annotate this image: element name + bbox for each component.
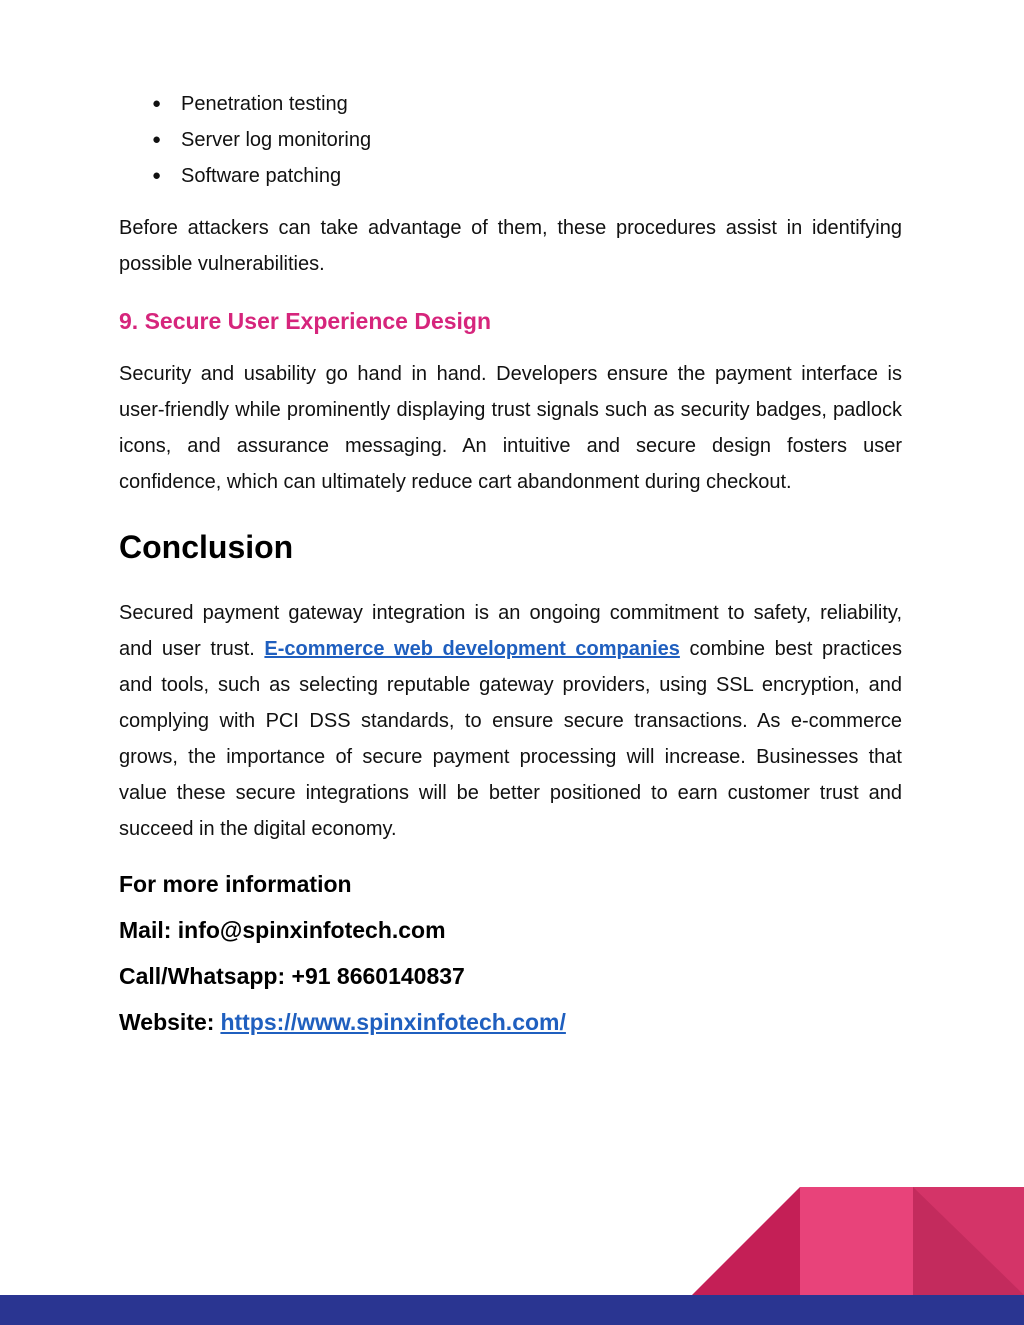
conclusion-paragraph — [119, 595, 902, 847]
footer-decoration — [0, 1185, 1024, 1325]
footer-bar — [0, 1295, 1024, 1325]
section-heading: 9. Secure User Experience Design — [119, 308, 492, 334]
conclusion-text-before-link: Secured payment gateway integration is an ongoing commitment to safety, reliability, and user trust. — [119, 602, 902, 660]
contact-website — [119, 1005, 902, 1039]
contact-heading: For more information — [119, 871, 352, 897]
contact-phone: Call/Whatsapp: +91 8660140837 — [119, 963, 465, 989]
document-body — [119, 86, 902, 1051]
conclusion-text-after-link: combine best practices and tools, such as selecting reputable gateway providers, using SSL encryption, and complying with PCI DSS standards, to ensure secure transactions. As e-commerce grows, the importance of secure payment processing will increase. Businesses that value these secure integrations will be better positioned to earn customer trust and succeed in the digital economy. — [119, 638, 902, 840]
conclusion-heading: Conclusion — [119, 529, 294, 565]
footer-block-pink — [800, 1187, 913, 1295]
bullet-item: ● Server log monitoring — [119, 122, 902, 158]
secure-ux-paragraph: Security and usability go hand in hand. Developers ensure the payment interface is user-friendly while prominently displaying trust signals such as security badges, padlock icons, and assurance messaging. An intuitive and secure design fosters user confidence, which can ultimately reduce cart abandonment during checkout. — [119, 363, 902, 493]
bullet-item: ● Software patching — [119, 158, 902, 194]
website-link[interactable]: https://www.spinxinfotech.com/ — [220, 1009, 566, 1035]
website-label: Website: — [119, 1009, 215, 1035]
footer-triangle-dark — [692, 1187, 800, 1295]
bullet-item: ● Penetration testing — [119, 86, 902, 122]
contact-mail: Mail: info@spinxinfotech.com — [119, 917, 446, 943]
vulnerability-paragraph: Before attackers can take advantage of them, these procedures assist in identifying possible vulnerabilities. — [119, 217, 902, 275]
ecommerce-companies-link[interactable]: E-commerce web development companies — [264, 638, 680, 660]
bullet-list — [119, 86, 902, 194]
